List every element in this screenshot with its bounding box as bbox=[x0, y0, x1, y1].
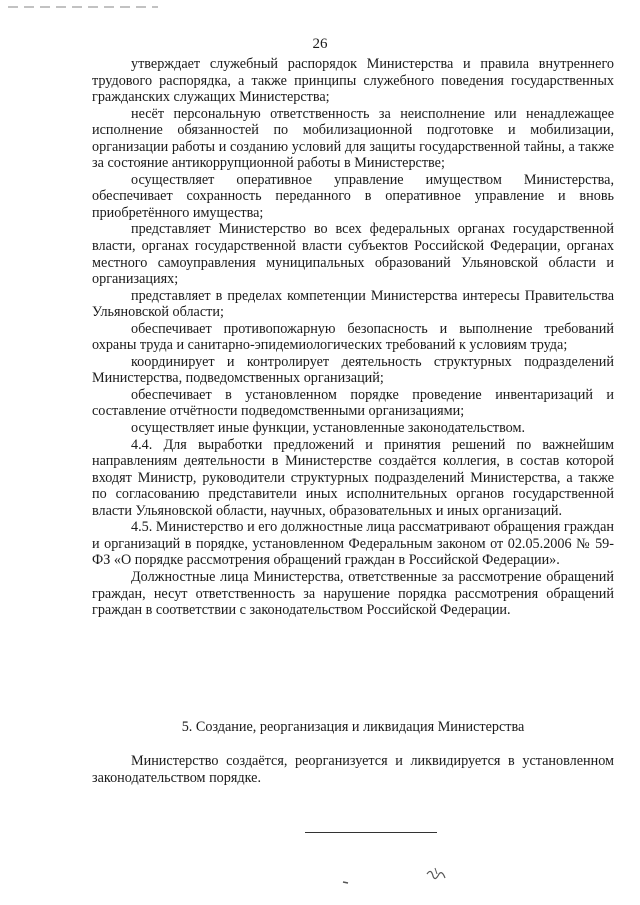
document-body bbox=[92, 56, 614, 619]
paragraph: представляет Министерство во всех федеральных органах государственной власти, органах государственной власти субъектов Российской Федерации, органах местного самоуправления муниципальных образований Ульяновской области и организациях; bbox=[92, 221, 614, 288]
paragraph: несёт персональную ответственность за неисполнение или ненадлежащее исполнение обязанностей по мобилизационной подготовке и мобилизации, организации работы и созданию условий для защиты государственной тайны, а также за состояние антикоррупционной работы в Министерстве; bbox=[92, 105, 614, 172]
paragraph: обеспечивает противопожарную безопасность и выполнение требований охраны труда и санитарно-эпидемиологических требований к условиям труда; bbox=[92, 320, 614, 354]
paragraph: Должностные лица Министерства, ответственные за рассмотрение обращений граждан, несут ответственность за нарушение порядка рассмотрения обращений граждан в соответствии с законодательством Российской Федерации. bbox=[92, 568, 614, 619]
paragraph: обеспечивает в установленном порядке проведение инвентаризаций и составление отчётности подведомственными организациями; bbox=[92, 386, 614, 420]
paragraph: координирует и контролирует деятельность структурных подразделений Министерства, подведомственных организаций; bbox=[92, 353, 614, 387]
paragraph-4-5: 4.5. Министерство и его должностные лица рассматривают обращения граждан и организаций в порядке, установленном Федеральным законом от 02.05.2006 № 59-ФЗ «О порядке рассмотрения обращений граждан в Российской Федерации». bbox=[92, 519, 614, 569]
paragraph: утверждает служебный распорядок Министерства и правила внутреннего трудового распорядка, а также принципы служебного поведения государственных гражданских служащих Министерства; bbox=[92, 56, 614, 106]
scan-artifact-line bbox=[8, 6, 158, 8]
paragraph: осуществляет иные функции, установленные законодательством. bbox=[131, 420, 526, 437]
scan-marks bbox=[335, 862, 465, 892]
section-heading: 5. Создание, реорганизация и ликвидация Министерства bbox=[181, 719, 525, 735]
separator-line bbox=[305, 832, 437, 833]
final-paragraph: Министерство создаётся, реорганизуется и ликвидируется в установленном законодательством порядке. bbox=[92, 753, 614, 786]
paragraph: представляет в пределах компетенции Министерства интересы Правительства Ульяновской области; bbox=[92, 287, 614, 321]
page-number: 26 bbox=[312, 36, 328, 52]
paragraph-4-4: 4.4. Для выработки предложений и принятия решений по важнейшим направлениям деятельности в Министерстве создаётся коллегия, в состав которой входят Министр, руководители структурных подразделений Министерства, а также по согласованию представители иных исполнительных органов государственной власти Ульяновской области, научных, образовательных и иных организаций. bbox=[92, 436, 614, 519]
paragraph: осуществляет оперативное управление имуществом Министерства, обеспечивает сохранность переданного в оперативное управление и вновь приобретённого имущества; bbox=[92, 171, 614, 221]
